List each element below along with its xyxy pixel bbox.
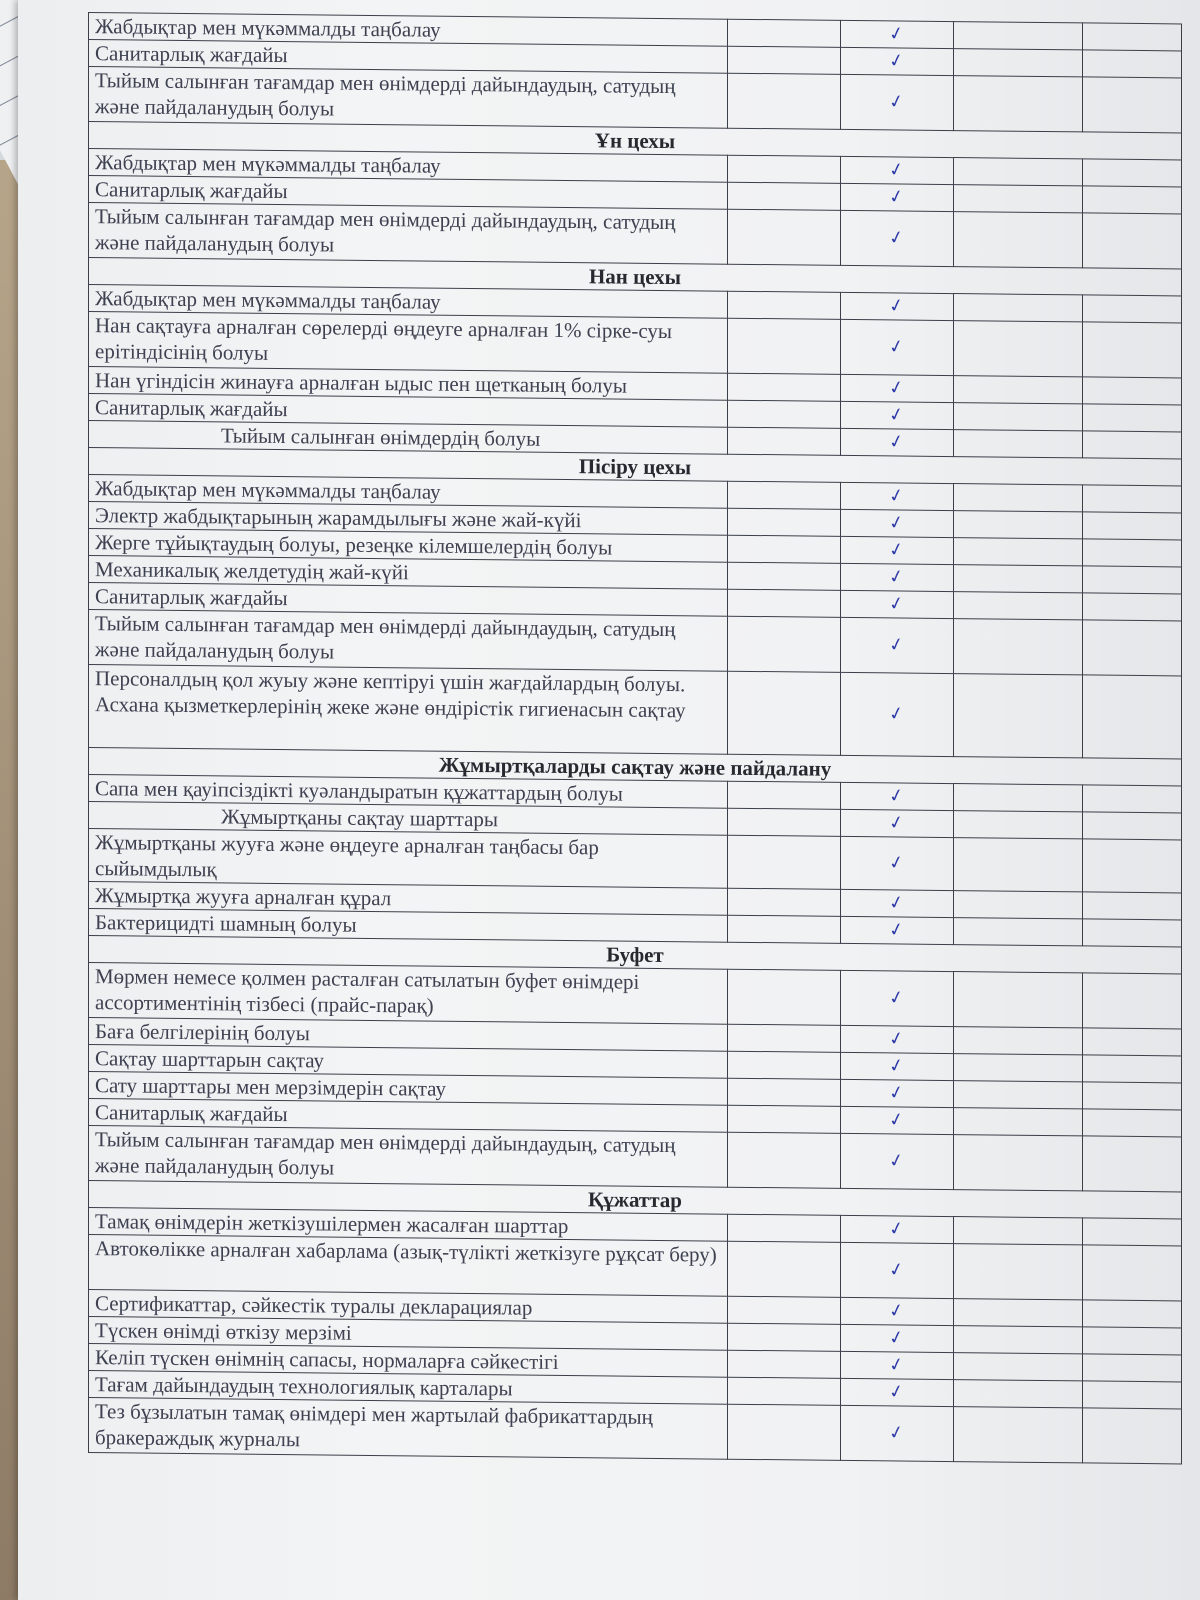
empty-cell	[1083, 1028, 1182, 1056]
empty-cell	[1083, 23, 1182, 51]
empty-cell	[954, 1081, 1083, 1109]
empty-cell	[1083, 322, 1182, 378]
criterion-text: Сақтау шарттарын сақтау	[89, 1045, 728, 1079]
criterion-text: Сапа мен қауіпсіздікті куәландыратын құжаттардың болуы	[89, 775, 728, 809]
criterion-text: Мөрмен немесе қолмен расталған сатылатын буфет өнімдері ассортиментінің тізбесі (прайс-парақ)	[89, 963, 728, 1025]
empty-cell	[954, 1407, 1083, 1463]
section-title: Нан цехы	[89, 258, 1182, 296]
empty-cell	[954, 321, 1083, 377]
checkmark-icon: ✓	[887, 403, 907, 427]
empty-cell	[954, 158, 1083, 186]
compliance-mark-cell	[841, 74, 954, 130]
checkmark-icon: ✓	[887, 538, 907, 562]
empty-cell	[954, 484, 1083, 512]
compliance-mark-cell	[841, 319, 954, 375]
empty-cell	[954, 891, 1083, 919]
empty-cell	[954, 811, 1083, 839]
empty-cell	[954, 212, 1083, 268]
empty-cell	[728, 781, 841, 809]
empty-cell	[728, 1214, 841, 1242]
compliance-mark-cell	[841, 1242, 954, 1298]
empty-cell	[728, 616, 841, 672]
checkmark-icon: ✓	[887, 1299, 907, 1323]
empty-cell	[1083, 159, 1182, 187]
checkmark-icon: ✓	[887, 891, 907, 915]
checkmark-icon: ✓	[887, 633, 907, 657]
criterion-text: Түскен өнімді өткізу мерзімі	[89, 1317, 728, 1351]
criterion-text: Автокөлікке арналған хабарлама (азық-түлікті жеткізуге рұқсат беру)	[89, 1235, 728, 1297]
empty-cell	[954, 565, 1083, 593]
compliance-mark-cell	[841, 536, 954, 564]
criterion-text: Электр жабдықтарының жарамдылығы және жай-күйі	[89, 502, 728, 536]
compliance-mark-cell	[841, 292, 954, 320]
empty-cell	[728, 182, 841, 210]
criterion-text: Баға белгілерінің болуы	[89, 1018, 728, 1052]
criterion-text: Санитарлық жағдайы	[89, 1099, 728, 1133]
compliance-mark-cell	[841, 1297, 954, 1325]
checkmark-icon: ✓	[887, 592, 907, 616]
empty-cell	[1083, 973, 1182, 1029]
empty-cell	[1083, 1408, 1182, 1464]
criterion-text: Санитарлық жағдайы	[89, 394, 728, 428]
inspection-checklist-table	[88, 12, 1182, 1464]
empty-cell	[728, 73, 841, 129]
criterion-text: Тағам дайындаудың технологиялық карталары	[89, 1371, 728, 1405]
checkmark-icon: ✓	[887, 22, 907, 46]
compliance-mark-cell	[841, 210, 954, 266]
compliance-mark-cell	[841, 156, 954, 184]
empty-cell	[1083, 1245, 1182, 1301]
empty-cell	[954, 185, 1083, 213]
empty-cell	[728, 209, 841, 265]
empty-cell	[728, 1078, 841, 1106]
empty-cell	[954, 619, 1083, 675]
checkmark-icon: ✓	[887, 226, 907, 250]
checkmark-icon: ✓	[887, 335, 907, 359]
criterion-text: Санитарлық жағдайы	[89, 583, 728, 617]
criterion-text: Сату шарттары мен мерзімдерін сақтау	[89, 1072, 728, 1106]
empty-cell	[954, 592, 1083, 620]
empty-cell	[728, 1350, 841, 1378]
compliance-mark-cell	[841, 1106, 954, 1134]
empty-cell	[1083, 431, 1182, 459]
empty-cell	[728, 1024, 841, 1052]
empty-cell	[728, 1105, 841, 1133]
checkmark-icon: ✓	[887, 511, 907, 535]
criterion-text: Жабдықтар мен мүкәммалды таңбалау	[89, 285, 728, 319]
checkmark-icon: ✓	[887, 376, 907, 400]
checkmark-icon: ✓	[887, 986, 907, 1010]
empty-cell	[954, 49, 1083, 77]
empty-cell	[954, 1135, 1083, 1191]
empty-cell	[954, 294, 1083, 322]
empty-cell	[1083, 1218, 1182, 1246]
empty-cell	[728, 373, 841, 401]
empty-cell	[728, 291, 841, 319]
compliance-mark-cell	[841, 590, 954, 618]
empty-cell	[954, 76, 1083, 132]
checkmark-icon: ✓	[887, 1326, 907, 1350]
compliance-mark-cell	[841, 482, 954, 510]
empty-cell	[954, 511, 1083, 539]
criterion-text: Жұмыртқаны сақтау шарттары	[89, 802, 728, 836]
empty-cell	[728, 835, 841, 889]
checkmark-icon: ✓	[887, 918, 907, 942]
empty-cell	[954, 1054, 1083, 1082]
empty-cell	[728, 562, 841, 590]
criterion-text: Нан үгіндісін жинауға арналған ыдыс пен щетканың болуы	[89, 367, 728, 401]
compliance-mark-cell	[841, 374, 954, 402]
empty-cell	[1083, 186, 1182, 214]
empty-cell	[954, 1326, 1083, 1354]
empty-cell	[728, 155, 841, 183]
checkmark-icon: ✓	[887, 1081, 907, 1105]
empty-cell	[954, 1380, 1083, 1408]
table-row	[89, 665, 1182, 759]
empty-cell	[728, 481, 841, 509]
empty-cell	[1083, 213, 1182, 269]
empty-cell	[728, 46, 841, 74]
checklist-body	[89, 13, 1182, 1464]
table-row	[89, 1398, 1182, 1464]
empty-cell	[728, 808, 841, 836]
checkmark-icon: ✓	[887, 1149, 907, 1173]
empty-cell	[728, 318, 841, 374]
checkmark-icon: ✓	[887, 294, 907, 318]
empty-cell	[728, 915, 841, 943]
criterion-text: Тыйым салынған тағамдар мен өнімдерді дайындаудың, сатудың және пайдаланудың болуы	[89, 203, 728, 265]
empty-cell	[728, 19, 841, 47]
checkmark-icon: ✓	[887, 158, 907, 182]
checkmark-icon: ✓	[887, 90, 907, 114]
compliance-mark-cell	[841, 183, 954, 211]
empty-cell	[1083, 620, 1182, 676]
section-title: Құжаттар	[89, 1181, 1182, 1219]
empty-cell	[954, 972, 1083, 1028]
empty-cell	[954, 376, 1083, 404]
empty-cell	[954, 838, 1083, 892]
compliance-mark-cell	[841, 889, 954, 917]
checkmark-icon: ✓	[887, 1054, 907, 1078]
empty-cell	[954, 403, 1083, 431]
checkmark-icon: ✓	[887, 702, 907, 726]
compliance-mark-cell	[841, 809, 954, 837]
empty-cell	[1083, 675, 1182, 759]
empty-cell	[728, 427, 841, 455]
empty-cell	[1083, 566, 1182, 594]
empty-cell	[728, 1051, 841, 1079]
empty-cell	[1083, 593, 1182, 621]
empty-cell	[954, 1244, 1083, 1300]
empty-cell	[1083, 404, 1182, 432]
empty-cell	[954, 1027, 1083, 1055]
compliance-mark-cell	[841, 672, 954, 756]
empty-cell	[728, 1296, 841, 1324]
checkmark-icon: ✓	[887, 1258, 907, 1282]
checkmark-icon: ✓	[887, 1353, 907, 1377]
checkmark-icon: ✓	[887, 49, 907, 73]
empty-cell	[954, 1353, 1083, 1381]
empty-cell	[1083, 892, 1182, 920]
compliance-mark-cell	[841, 916, 954, 944]
checkmark-icon: ✓	[887, 1108, 907, 1132]
criterion-text: Персоналдың қол жуыу және кептіруі үшін жағдайлардың болуы. Асхана қызметкерлерінің жеке және өндірістік гигиенасын сақтау	[89, 665, 728, 755]
checkmark-icon: ✓	[887, 484, 907, 508]
empty-cell	[728, 1377, 841, 1405]
criterion-text: Жабдықтар мен мүкәммалды таңбалау	[89, 13, 728, 47]
compliance-mark-cell	[841, 1025, 954, 1053]
empty-cell	[1083, 1381, 1182, 1409]
checkmark-icon: ✓	[887, 430, 907, 454]
compliance-mark-cell	[841, 782, 954, 810]
checkmark-icon: ✓	[887, 1027, 907, 1051]
empty-cell	[1083, 485, 1182, 513]
criterion-text: Нан сақтауға арналған сөрелерді өңдеуге арналған 1% сірке-суы ерітіндісінің болуы	[89, 312, 728, 374]
section-title: Пісіру цехы	[89, 448, 1182, 486]
compliance-mark-cell	[841, 563, 954, 591]
empty-cell	[1083, 1354, 1182, 1382]
criterion-text: Тыйым салынған тағамдар мен өнімдерді дайындаудың, сатудың және пайдаланудың болуы	[89, 610, 728, 672]
empty-cell	[728, 1241, 841, 1297]
empty-cell	[1083, 512, 1182, 540]
criterion-text: Тыйым салынған тағамдар мен өнімдерді дайындаудың, сатудың және пайдаланудың болуы	[89, 1126, 728, 1188]
criterion-text: Санитарлық жағдайы	[89, 40, 728, 74]
criterion-text: Бактерицидті шамның болуы	[89, 909, 728, 943]
compliance-mark-cell	[841, 401, 954, 429]
compliance-mark-cell	[841, 1133, 954, 1189]
empty-cell	[1083, 839, 1182, 893]
compliance-mark-cell	[841, 509, 954, 537]
criterion-text: Механикалық желдетудің жай-күйі	[89, 556, 728, 590]
empty-cell	[1083, 812, 1182, 840]
section-title: Ұн цехы	[89, 122, 1182, 160]
criterion-text: Тыйым салынған тағамдар мен өнімдерді дайындаудың, сатудың және пайдаланудың болуы	[89, 67, 728, 129]
compliance-mark-cell	[841, 1378, 954, 1406]
empty-cell	[954, 1217, 1083, 1245]
compliance-mark-cell	[841, 1052, 954, 1080]
document-sheet	[18, 0, 1200, 1600]
criterion-text: Тамақ өнімдерін жеткізушілермен жасалған шарттар	[89, 1208, 728, 1242]
section-title: Буфет	[89, 936, 1182, 974]
compliance-mark-cell	[841, 836, 954, 890]
compliance-mark-cell	[841, 47, 954, 75]
empty-cell	[954, 538, 1083, 566]
empty-cell	[728, 535, 841, 563]
empty-cell	[1083, 295, 1182, 323]
criterion-text: Жабдықтар мен мүкәммалды таңбалау	[89, 475, 728, 509]
checkmark-icon: ✓	[887, 185, 907, 209]
empty-cell	[954, 784, 1083, 812]
empty-cell	[728, 888, 841, 916]
empty-cell	[1083, 1055, 1182, 1083]
compliance-mark-cell	[841, 617, 954, 673]
empty-cell	[1083, 377, 1182, 405]
empty-cell	[954, 430, 1083, 458]
criterion-text: Келіп түскен өнімнің сапасы, нормаларға сәйкестігі	[89, 1344, 728, 1378]
empty-cell	[954, 918, 1083, 946]
checkmark-icon: ✓	[887, 784, 907, 808]
compliance-mark-cell	[841, 1351, 954, 1379]
empty-cell	[728, 1404, 841, 1460]
empty-cell	[728, 400, 841, 428]
checkmark-icon: ✓	[887, 565, 907, 589]
criterion-text: Тыйым салынған өнімдердің болуы	[89, 421, 728, 455]
empty-cell	[954, 674, 1083, 758]
empty-cell	[954, 1108, 1083, 1136]
empty-cell	[1083, 785, 1182, 813]
compliance-mark-cell	[841, 1215, 954, 1243]
empty-cell	[728, 589, 841, 617]
compliance-mark-cell	[841, 1324, 954, 1352]
empty-cell	[728, 1323, 841, 1351]
empty-cell	[728, 969, 841, 1025]
empty-cell	[1083, 1136, 1182, 1192]
compliance-mark-cell	[841, 1079, 954, 1107]
empty-cell	[954, 1299, 1083, 1327]
checkmark-icon: ✓	[887, 1380, 907, 1404]
empty-cell	[1083, 919, 1182, 947]
compliance-mark-cell	[841, 20, 954, 48]
empty-cell	[1083, 1082, 1182, 1110]
criterion-text: Сертификаттар, сәйкестік туралы декларациялар	[89, 1290, 728, 1324]
criterion-text: Санитарлық жағдайы	[89, 176, 728, 210]
empty-cell	[1083, 1327, 1182, 1355]
compliance-mark-cell	[841, 1405, 954, 1461]
section-title: Жұмыртқаларды сақтау және пайдалану	[89, 748, 1182, 786]
checkmark-icon: ✓	[887, 851, 907, 875]
empty-cell	[728, 1132, 841, 1188]
empty-cell	[1083, 1300, 1182, 1328]
criterion-text: Жабдықтар мен мүкәммалды таңбалау	[89, 149, 728, 183]
compliance-mark-cell	[841, 970, 954, 1026]
criterion-text: Жұмыртқа жууға арналған құрал	[89, 882, 728, 916]
checkmark-icon: ✓	[887, 811, 907, 835]
compliance-mark-cell	[841, 428, 954, 456]
criterion-text: Тез бұзылатын тамақ өнімдері мен жартылай фабрикаттардың бракераждық журналы	[89, 1398, 728, 1460]
empty-cell	[728, 671, 841, 755]
checkmark-icon: ✓	[887, 1421, 907, 1445]
empty-cell	[1083, 1109, 1182, 1137]
checkmark-icon: ✓	[887, 1217, 907, 1241]
empty-cell	[1083, 77, 1182, 133]
empty-cell	[954, 22, 1083, 50]
empty-cell	[728, 508, 841, 536]
empty-cell	[1083, 50, 1182, 78]
empty-cell	[1083, 539, 1182, 567]
criterion-text: Жұмыртқаны жууға және өңдеуге арналған таңбасы бар сыйымдылық	[89, 829, 728, 889]
criterion-text: Жерге тұйықтаудың болуы, резеңке кілемшелердің болуы	[89, 529, 728, 563]
